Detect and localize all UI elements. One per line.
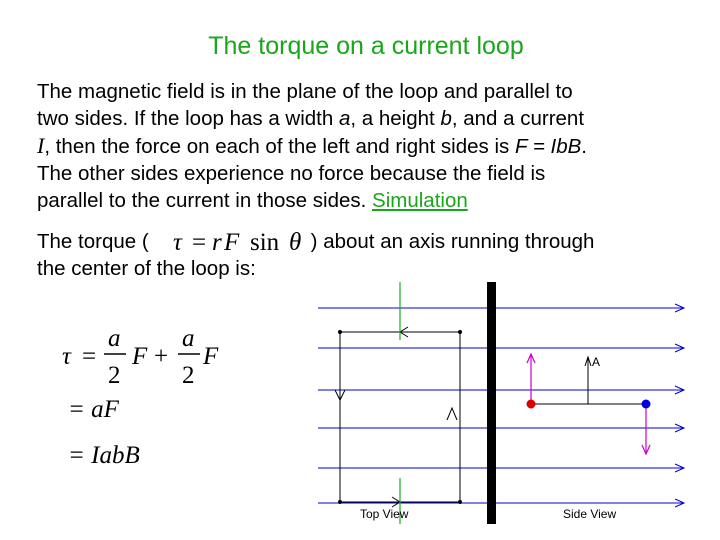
loop-corner <box>458 500 462 504</box>
equation-line-3: = IabB <box>68 442 140 469</box>
F-symbol: F <box>224 229 240 256</box>
denominator-2: 2 <box>108 362 121 389</box>
loop-diagram <box>300 278 695 528</box>
text: The other sides experience no force because the field is <box>37 162 546 185</box>
force-formula: F = IbB <box>514 135 582 158</box>
loop-corner <box>458 330 462 334</box>
text: The torque ( <box>37 230 149 253</box>
text: , a height <box>350 107 441 130</box>
var-I: I <box>37 133 45 158</box>
magnetic-field-lines <box>318 304 684 507</box>
axis-label-A: A <box>592 355 601 369</box>
text: . <box>581 135 587 158</box>
paragraph-line-2 <box>37 105 697 132</box>
text: parallel to the current in those sides. <box>37 189 373 212</box>
paragraph-line-3 <box>37 132 697 160</box>
wire-right-dot <box>642 400 651 409</box>
top-view-loop <box>340 332 460 502</box>
text: The magnetic field is in the plane of the loop and parallel to <box>37 80 573 103</box>
caption-top-view: Top View <box>360 507 409 521</box>
theta-symbol: θ <box>289 229 302 256</box>
torque-derivation <box>58 320 258 480</box>
text: , then the force on each of the left and right sides is <box>44 135 515 158</box>
explanation-paragraph <box>37 78 697 214</box>
numerator-a: a <box>108 325 121 352</box>
paragraph-line-4 <box>37 160 697 187</box>
loop-corner <box>338 330 342 334</box>
paragraph-line-5 <box>37 187 697 214</box>
F-symbol: F <box>203 343 219 370</box>
tau-symbol: τ <box>62 343 71 370</box>
view-divider <box>487 282 496 524</box>
paragraph-line-1 <box>37 78 697 105</box>
sin-function: sin <box>250 229 280 256</box>
wire-left-dot <box>527 400 536 409</box>
var-b: b <box>440 107 452 130</box>
text: , and a current <box>451 107 585 130</box>
loop-corner <box>338 500 342 504</box>
torque-line <box>37 228 697 255</box>
F-symbol: F <box>132 343 148 370</box>
caption-side-view: Side View <box>563 507 617 521</box>
equals-sign: = <box>192 229 207 256</box>
var-a: a <box>338 107 351 130</box>
simulation-link[interactable]: Simulation <box>372 189 468 212</box>
r-symbol: r <box>212 229 222 256</box>
numerator-a: a <box>182 325 195 352</box>
text: two sides. If the loop has a width <box>37 107 339 130</box>
plus-sign: + <box>154 343 169 370</box>
torque-line-2: the center of the loop is: <box>37 257 256 280</box>
slide-title: The torque on a current loop <box>208 32 524 60</box>
current-arrow-right <box>447 408 457 420</box>
equals-sign: = <box>82 343 97 370</box>
equation-line-2: = aF <box>68 396 119 423</box>
denominator-2: 2 <box>182 362 195 389</box>
torque-inline-equation <box>170 226 325 258</box>
text: ) about an axis running through <box>310 230 595 253</box>
tau-symbol: τ <box>173 229 182 256</box>
